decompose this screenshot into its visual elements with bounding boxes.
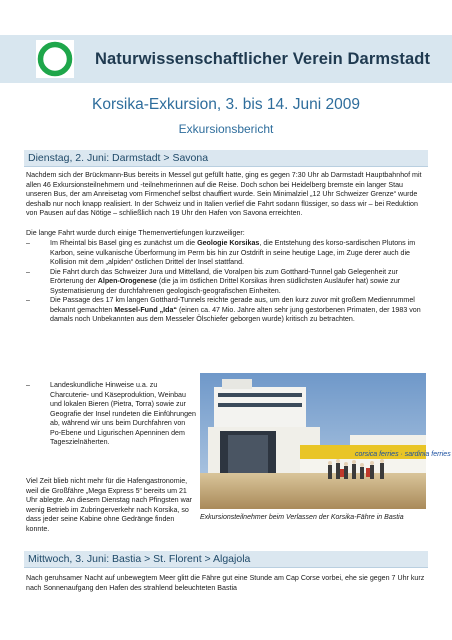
organization-name: Naturwissenschaftlicher Verein Darmstadt bbox=[95, 50, 431, 68]
intro-paragraph: Nachdem sich der Brückmann-Bus bereits in Messel gut gefüllt hatte, ging es gegen 7:30 Uhr ab Darmstadt Hauptbahnhof mit allen 46 Exkursionsteilnehmern und -teilnehmerinnen auf die Reise. Doch schon bei Heidelberg bremste ein langer Stau unseren Bus, der am Anreisetag vom Firmenchef selbst chauffiert wurde. Sein Minimalziel „12 Uhr Schweizer Grenze“ wurde deshalb nur noch knapp realisiert. In der Schweiz und in Italien verlief die Fahrt sodann flüssiger, so dass wir – bei Reduktion von Pausen auf das Nötige – schließlich nach 19 Uhr den Hafen von Savona erreichten. bbox=[26, 171, 422, 218]
photo-banner-text: corsica ferries · sardinia ferries bbox=[355, 451, 451, 458]
mittwoch-paragraph: Nach geruhsamer Nacht auf unbewegtem Meer glitt die Fähre gut eine Stunde am Cap Corse vorbei, ehe sie gegen 7 Uhr kurz nach Sonnenaufgang den Hafen des strahlend beleuchteten Bastia bbox=[26, 574, 425, 592]
ferry-photo-drawing bbox=[200, 373, 451, 509]
list-dash: – bbox=[26, 296, 30, 305]
list-dash: – bbox=[26, 267, 30, 276]
document-title: Korsika-Exkursion, 3. bis 14. Juni 2009 bbox=[92, 96, 360, 113]
section-heading-mittwoch: Mittwoch, 3. Juni: Bastia > St. Florent > Algajola bbox=[24, 551, 428, 568]
document-subtitle: Exkursionsbericht bbox=[178, 122, 274, 136]
list-item: – Im Rheintal bis Basel ging es zunächst um die Geologie Korsikas, die Entstehung des korso-sardischen Plutons im Karbon, seine vulkanische Überformung im Perm bis hin zur Ostdrift in seine heutige Lage, im Zuge derer auch die Kollision mit dem „alpiden“ östlichen Drittel der Insel stattfand. bbox=[26, 239, 416, 267]
photo-caption: Exkursionsteilnehmer beim Verlassen der Korsika-Fähre in Bastia bbox=[200, 514, 404, 521]
green-ring-logo-icon bbox=[36, 40, 74, 78]
list-item: – Die Passage des 17 km langen Gotthard-Tunnels reichte gerade aus, um den kurz zuvor mit großem Medienrummel bekannt gemachten Messel-Fund „Ida“ (einen ca. 47 Mio. Jahre alten sehr jung gestorbenen Primaten, der 1983 von damals noch Unbekannten aus dem Messeler Ölschiefer geborgen wurde) kritisch zu betrachten. bbox=[26, 296, 421, 324]
ferry-paragraph: Viel Zeit blieb nicht mehr für die Hafengastronomie, weil die Großfähre „Mega Express 5“ bereits um 21 Uhr ablegte. An diesem Dienstag nach Pfingsten war wenig Betrieb im Zubringerverkehr nach Korsika, so dass jeder seine Kabine ohne Gedränge finden konnte. bbox=[26, 477, 193, 533]
list-dash: – bbox=[26, 381, 30, 389]
topic-list-continued bbox=[26, 381, 198, 448]
list-dash: – bbox=[26, 239, 30, 247]
fahrt-paragraph: Die lange Fahrt wurde durch einige Themenvertiefungen kurzweiliger: bbox=[26, 229, 245, 237]
list-item: – Landeskundliche Hinweise u.a. zu Charcuterie- und Käseproduktion, Weinbau und lokalen Bieren (Pietra, Torra) sowie zur Geografie der Insel rundeten die Einführungen ab, während wir uns beim Durchfahren von Po-Ebene und Ligurischen Apenninen dem Tageszielnäherten. bbox=[26, 381, 196, 447]
ferry-photo-icon bbox=[200, 373, 451, 509]
section-heading-dienstag: Dienstag, 2. Juni: Darmstadt > Savona bbox=[24, 150, 428, 167]
list-item: – Die Fahrt durch das Schweizer Jura und Mittelland, die Voralpen bis zum Gotthard-Tunnel gab Gelegenheit zur Erörterung der Alpen-Orogenese (die ja im östlichen Drittel Korsikas ihren südlichsten Ausläufer hat) sowie zur Systematisierung der durchfahrenen geologisch-geografischen Einheiten. bbox=[26, 267, 401, 295]
topic-list bbox=[26, 239, 426, 325]
